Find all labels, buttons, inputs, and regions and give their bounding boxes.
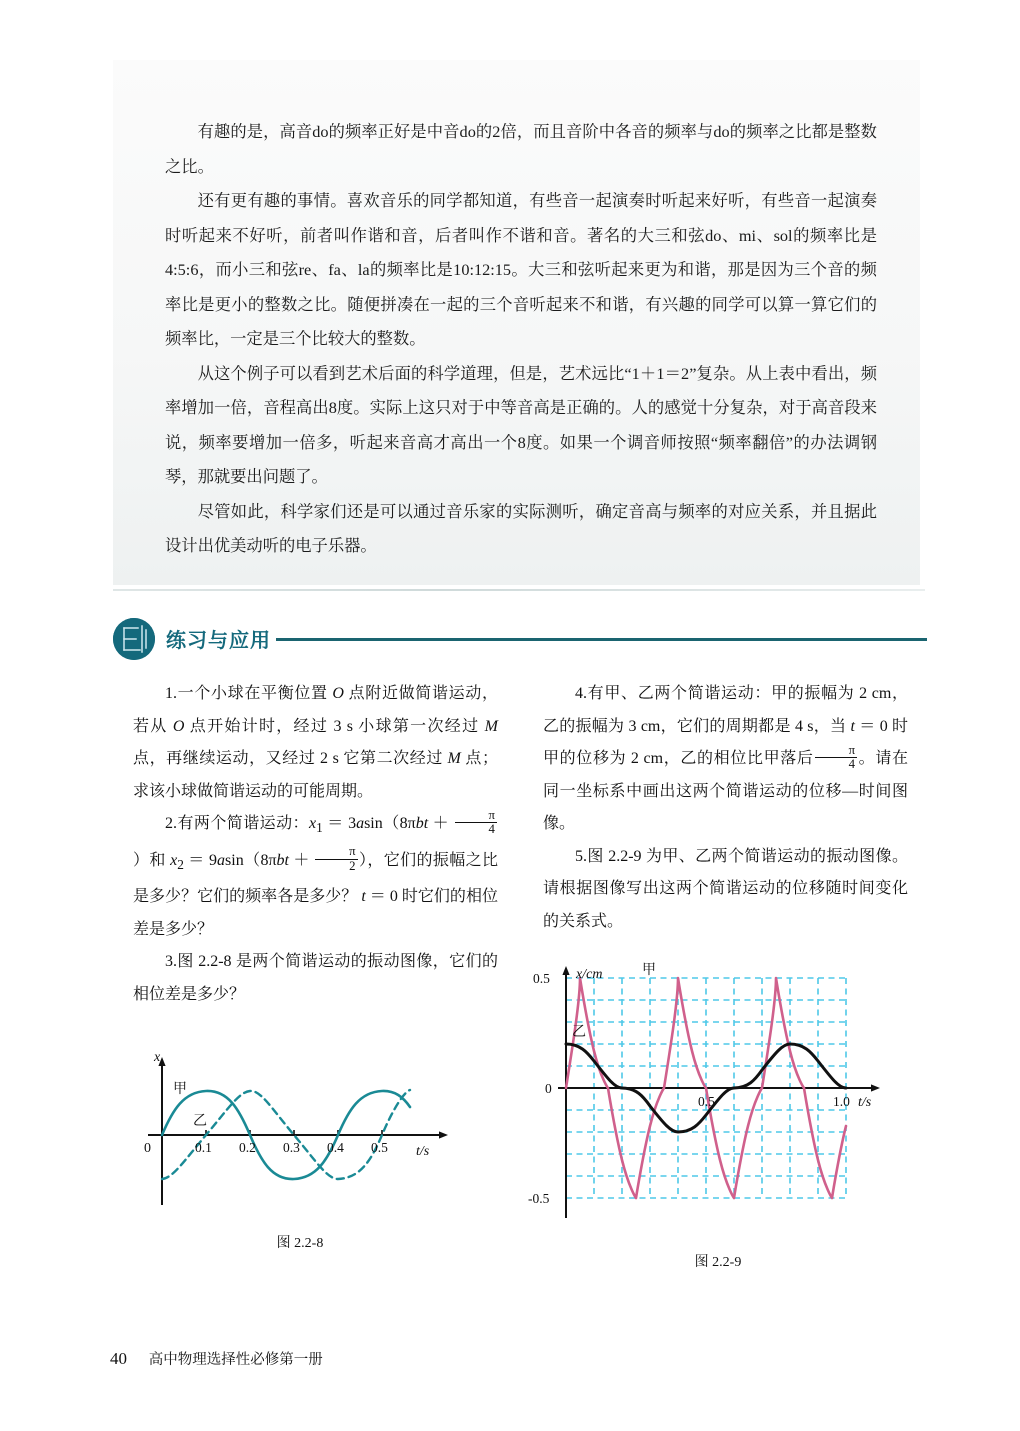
exercise-3-number: 3. (165, 953, 177, 971)
page-footer (110, 1348, 323, 1369)
narrative-text (165, 115, 877, 564)
exercise-item-5 (543, 841, 908, 939)
exercise-item-2: 2.有两个简谐运动：$x_1 = 3asin(8\pi bt$ ＋ $\frac{\pi}{4}$ ）和 $x_2 = 9asin(8\pi bt$ ＋ $\frac{\pi}{2}$ ），它们的振幅之比是多少？它们的频率各是多少？ t ＝ 0 时它们的相位差是多少？ (133, 807, 498, 938)
fig1-x-arrow (439, 1131, 448, 1138)
exercise-item-3 (133, 946, 498, 1011)
exercise-4-number: 4. (575, 685, 587, 702)
figure-2-2-8 (140, 1045, 460, 1252)
fig2-ylabel: x/cm (576, 967, 603, 982)
fig2-x-arrow (871, 1084, 880, 1091)
fig2-xtick-half: 0.5 (698, 1094, 715, 1109)
book-title: 高中物理选择性必修第一册 (148, 1352, 323, 1368)
narrative-paragraph-2: 还有更有趣的事情。喜欢音乐的同学都知道，有些音一起演奏时听起来好听，有些音一起演奏时听起来不好听，前者叫作谐和音，后者叫作不谐和音。著名的大三和弦do、mi、sol的频率比是4:5:6，而小三和弦re、fa、la的频率比是10:12:15。大三和弦听起来更为和谐，那是因为三个音的频率比是更小的整数之比。随便拼凑在一起的三个音听起来不和谐，有兴趣的同学可以算一算它们的频率比，一定是三个比较大的整数。 (165, 191, 877, 348)
fig2-series-label-yi: 乙 (572, 1024, 586, 1040)
fig1-xlabel: t/s (416, 1144, 430, 1159)
figure-2-2-9-svg (528, 960, 908, 1245)
narrative-paragraph-1: 有趣的是，高音do的频率正好是中音do的2倍，而且音阶中各音的频率与do的频率之比都是整数之比。 (165, 122, 877, 176)
section-divider (276, 638, 927, 641)
fig1-series-label-jia: 甲 (173, 1081, 187, 1097)
narrative-paragraph-4: 尽管如此，科学家们还是可以通过音乐家的实际测听，确定音高与频率的对应关系，并且据此设计出优美动听的电子乐器。 (165, 501, 877, 555)
exercise-column-right (543, 678, 908, 938)
fig2-ytick-bottom: -0.5 (528, 1191, 550, 1206)
fig2-ytick-zero: 0 (545, 1081, 552, 1096)
exercise-5-number: 5. (575, 847, 587, 865)
figure-2-2-9 (528, 960, 908, 1271)
fig2-xlabel: t/s (858, 1095, 872, 1110)
exercise-2-number: 2. (165, 815, 177, 832)
exercise-item-4: 4.有甲、乙两个简谐运动：甲的振幅为 2 cm，乙的振幅为 3 cm，它们的周期都是 4 s，当 t ＝ 0 时甲的位移为 2 cm，乙的相位比甲落后 $\frac{\pi}{4}$ 。请在同一坐标系中画出这两个简谐运动的位移—时间图像。 (543, 685, 908, 832)
practice-section-header (113, 618, 920, 660)
page-number: 40 (110, 1349, 127, 1368)
exercise-1-number: 1. (165, 685, 177, 702)
figure-2-2-8-caption: 图 2.2-8 (276, 1236, 324, 1251)
fig2-ytick-top: 0.5 (533, 971, 550, 986)
practice-seal-icon (113, 618, 155, 660)
fig1-origin-label: 0 (144, 1141, 151, 1156)
fig1-xtick-2: 0.3 (283, 1140, 300, 1155)
fig2-xtick-one: 1.0 (833, 1094, 850, 1109)
fig1-xtick-0: 0.1 (195, 1140, 212, 1155)
exercise-5-text: 图 2.2-9 为甲、乙两个简谐运动的振动图像。请根据图像写出这两个简谐运动的位移随时间变化的关系式。 (543, 847, 908, 930)
figure-2-2-9-caption: 图 2.2-9 (694, 1255, 742, 1270)
fig1-series-label-yi: 乙 (193, 1113, 207, 1129)
figure-2-2-8-svg (140, 1045, 460, 1225)
narrative-paragraph-3: 从这个例子可以看到艺术后面的科学道理，但是，艺术远比“1＋1＝2”复杂。从上表中看出，频率增加一倍，音程高出8度。实际上这只对于中等音高是正确的。人的感觉十分复杂，对于高音段来说，频率要增加一倍多，听起来音高才高出一个8度。如果一个调音师按照“频率翻倍”的办法调钢琴，那就要出问题了。 (165, 363, 877, 486)
narrative-panel (113, 60, 920, 585)
fig1-xtick-4: 0.5 (371, 1140, 388, 1155)
exercise-column-left (133, 678, 498, 1011)
fig1-xtick-3: 0.4 (327, 1140, 344, 1155)
exercise-item-1: 1.一个小球在平衡位置 O 点附近做简谐运动，若从 O 点开始计时，经过 3 s 小球第一次经过 M 点，再继续运动，又经过 2 s 它第二次经过 M 点；求该小球做简谐运动的可能周期。 (133, 685, 498, 800)
practice-section-title: 练习与应用 (166, 628, 271, 652)
fig2-series-label-jia: 甲 (642, 962, 656, 978)
fig1-xtick-1: 0.2 (239, 1140, 256, 1155)
fig1-ylabel: x (154, 1050, 161, 1065)
fig2-y-arrow (562, 966, 569, 975)
exercise-3-text: 图 2.2-8 是两个简谐运动的振动图像，它们的相位差是多少？ (133, 953, 498, 1003)
